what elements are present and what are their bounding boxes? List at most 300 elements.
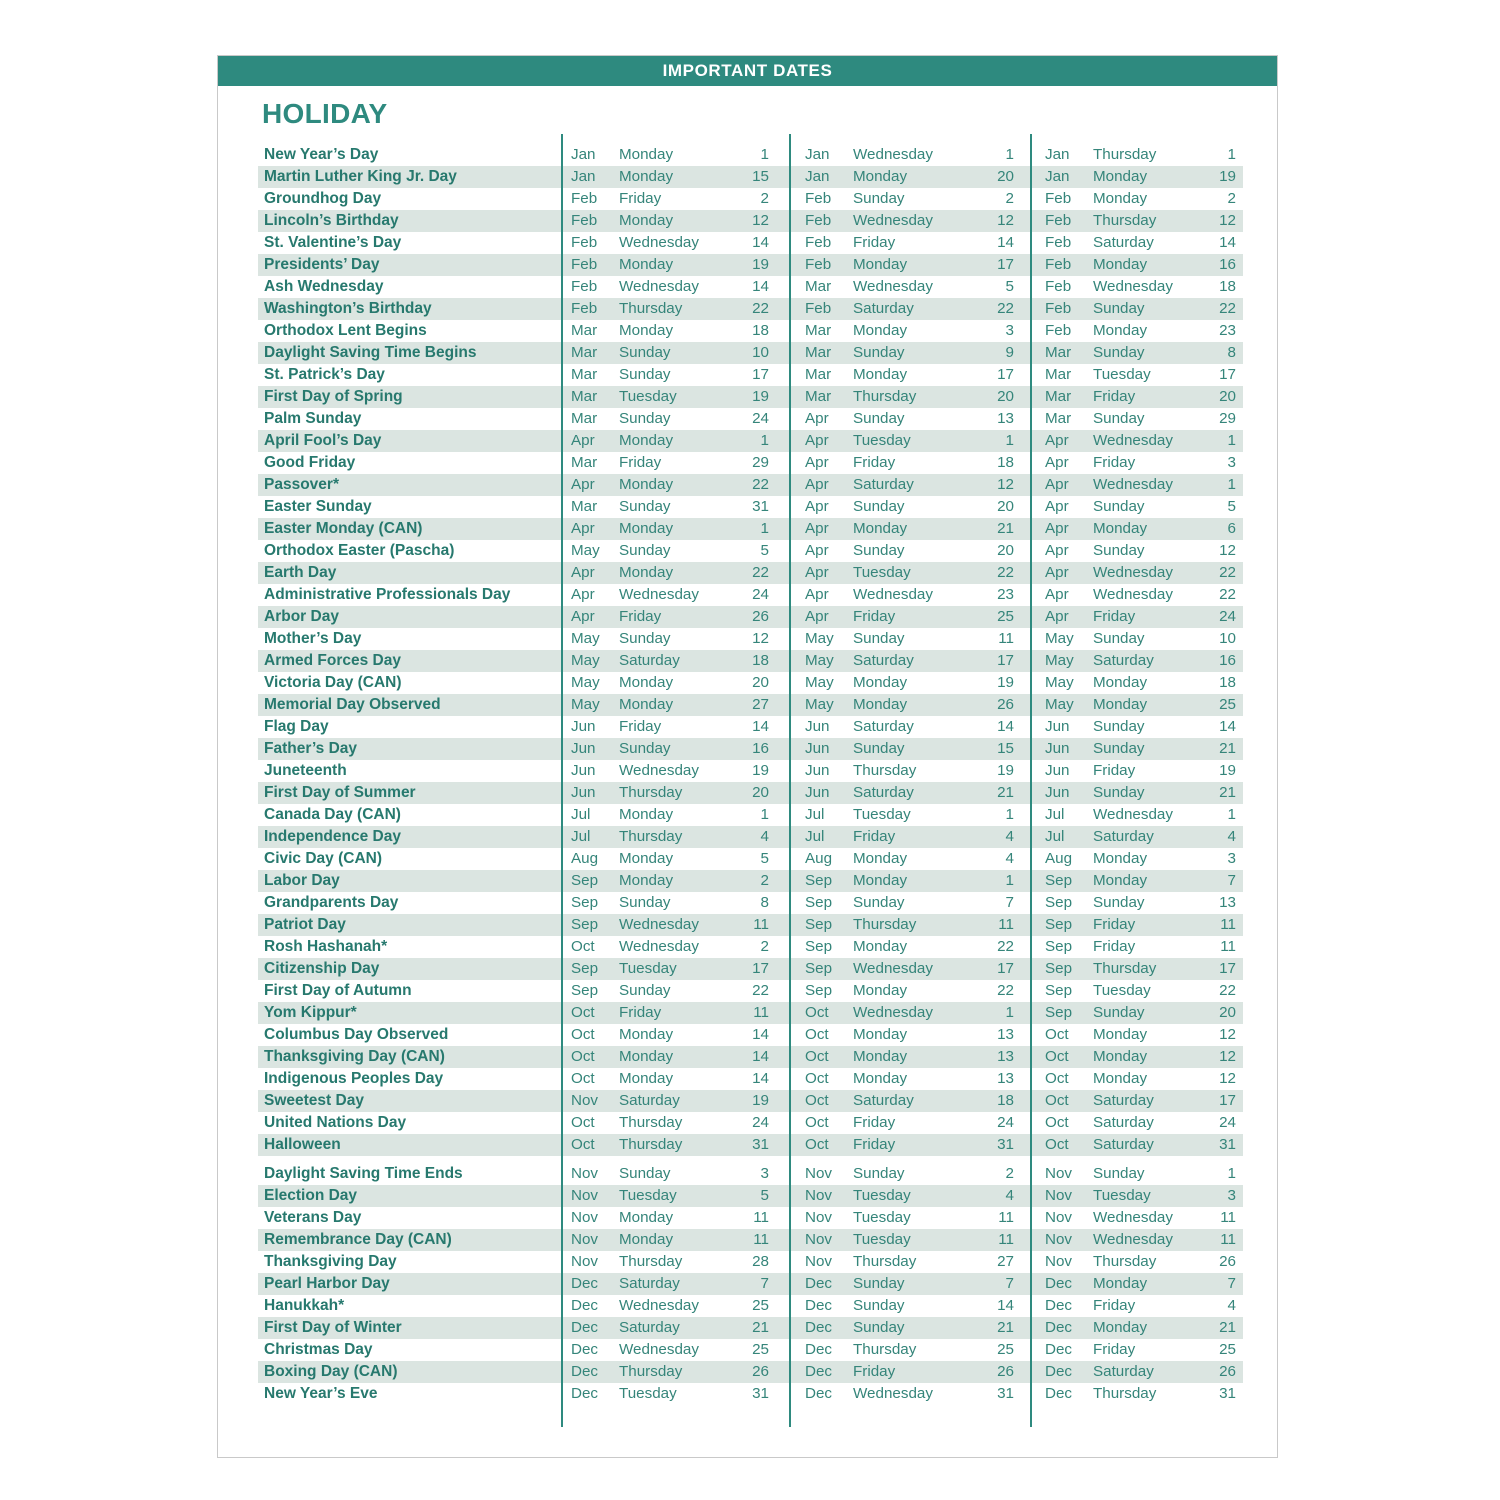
year-group-2	[789, 584, 1030, 606]
date-cell: 11	[1220, 1209, 1236, 1226]
date-cell: 18	[997, 1092, 1014, 1109]
holiday-table	[258, 144, 1243, 1405]
holiday-name: Lincoln’s Birthday	[264, 212, 399, 229]
weekday-cell: Thursday	[619, 1253, 683, 1270]
date-cell: 11	[753, 916, 769, 933]
date-cell: 12	[1219, 542, 1236, 559]
month-cell: Oct	[805, 1070, 829, 1087]
year-group-2	[789, 1112, 1030, 1134]
year-group-2	[789, 892, 1030, 914]
year-group-1	[561, 1229, 789, 1251]
year-group-3	[1030, 716, 1243, 738]
date-cell: 23	[997, 586, 1014, 603]
date-cell: 17	[997, 652, 1014, 669]
month-cell: Nov	[571, 1165, 599, 1182]
weekday-cell: Saturday	[853, 652, 914, 669]
month-cell: Oct	[1045, 1092, 1069, 1109]
date-cell: 25	[752, 1297, 769, 1314]
holiday-row	[258, 804, 1243, 826]
year-group-1	[561, 716, 789, 738]
date-cell: 11	[1220, 938, 1236, 955]
date-cell: 1	[1005, 872, 1014, 889]
date-cell: 17	[752, 366, 769, 383]
holiday-name: Martin Luther King Jr. Day	[264, 168, 457, 185]
date-cell: 12	[997, 212, 1014, 229]
year-group-3	[1030, 518, 1243, 540]
month-cell: Apr	[1045, 608, 1069, 625]
weekday-cell: Thursday	[853, 1253, 917, 1270]
holiday-row	[258, 364, 1243, 386]
date-cell: 16	[1219, 256, 1236, 273]
month-cell: Apr	[571, 586, 595, 603]
weekday-cell: Wednesday	[619, 1341, 699, 1358]
column-divider-1	[561, 134, 563, 1427]
year-group-3	[1030, 1383, 1243, 1405]
year-group-2	[789, 1251, 1030, 1273]
date-cell: 18	[1219, 278, 1236, 295]
holiday-name: Remembrance Day (CAN)	[264, 1231, 452, 1248]
weekday-cell: Thursday	[853, 1341, 917, 1358]
weekday-cell: Friday	[853, 454, 896, 471]
year-group-3	[1030, 584, 1243, 606]
year-group-1	[561, 210, 789, 232]
date-cell: 8	[1227, 344, 1236, 361]
month-cell: Mar	[571, 388, 598, 405]
date-cell: 12	[1219, 1026, 1236, 1043]
weekday-cell: Sunday	[619, 498, 671, 515]
holiday-name: Groundhog Day	[264, 190, 382, 207]
weekday-cell: Saturday	[619, 652, 680, 669]
weekday-cell: Friday	[1093, 1341, 1136, 1358]
weekday-cell: Sunday	[1093, 300, 1145, 317]
date-cell: 27	[752, 696, 769, 713]
holiday-row	[258, 540, 1243, 562]
year-group-1	[561, 650, 789, 672]
weekday-cell: Saturday	[619, 1319, 680, 1336]
date-cell: 25	[997, 608, 1014, 625]
holiday-row	[258, 1383, 1243, 1405]
year-group-2	[789, 672, 1030, 694]
year-group-3	[1030, 562, 1243, 584]
month-cell: Oct	[1045, 1026, 1069, 1043]
month-cell: Apr	[805, 608, 829, 625]
weekday-cell: Monday	[619, 1048, 674, 1065]
month-cell: Apr	[571, 564, 595, 581]
holiday-row	[258, 430, 1243, 452]
holiday-row	[258, 1134, 1243, 1156]
year-group-3	[1030, 760, 1243, 782]
month-cell: Apr	[1045, 432, 1069, 449]
date-cell: 7	[760, 1275, 769, 1292]
month-cell: Dec	[1045, 1363, 1073, 1380]
date-cell: 17	[997, 366, 1014, 383]
date-cell: 25	[752, 1341, 769, 1358]
date-cell: 7	[1227, 872, 1236, 889]
date-cell: 26	[997, 1363, 1014, 1380]
date-cell: 14	[752, 1026, 769, 1043]
date-cell: 31	[997, 1136, 1014, 1153]
year-group-1	[561, 320, 789, 342]
month-cell: Sep	[1045, 872, 1073, 889]
weekday-cell: Wednesday	[1093, 432, 1173, 449]
month-cell: Sep	[805, 872, 833, 889]
month-cell: Jan	[571, 146, 596, 163]
year-group-3	[1030, 276, 1243, 298]
year-group-2	[789, 628, 1030, 650]
year-group-1	[561, 364, 789, 386]
weekday-cell: Friday	[619, 718, 662, 735]
year-group-1	[561, 584, 789, 606]
date-cell: 2	[760, 190, 769, 207]
date-cell: 21	[997, 520, 1014, 537]
month-cell: Dec	[571, 1275, 599, 1292]
holiday-row	[258, 892, 1243, 914]
weekday-cell: Monday	[1093, 1070, 1148, 1087]
date-cell: 31	[997, 1385, 1014, 1402]
weekday-cell: Monday	[619, 146, 674, 163]
holiday-name: Yom Kippur*	[264, 1004, 357, 1021]
year-group-3	[1030, 936, 1243, 958]
holiday-row	[258, 496, 1243, 518]
year-group-3	[1030, 188, 1243, 210]
holiday-row	[258, 936, 1243, 958]
weekday-cell: Friday	[853, 234, 896, 251]
year-group-2	[789, 1383, 1030, 1405]
date-cell: 14	[752, 1048, 769, 1065]
holiday-name: Ash Wednesday	[264, 278, 384, 295]
year-group-2	[789, 1068, 1030, 1090]
year-group-3	[1030, 782, 1243, 804]
weekday-cell: Saturday	[1093, 1114, 1154, 1131]
holiday-name: First Day of Winter	[264, 1319, 402, 1336]
date-cell: 23	[1219, 322, 1236, 339]
weekday-cell: Friday	[1093, 608, 1136, 625]
holiday-name: St. Valentine’s Day	[264, 234, 402, 251]
date-cell: 29	[752, 454, 769, 471]
month-cell: Dec	[571, 1341, 599, 1358]
date-cell: 14	[752, 1070, 769, 1087]
month-cell: Jul	[571, 806, 591, 823]
year-group-2	[789, 496, 1030, 518]
date-cell: 29	[1219, 410, 1236, 427]
month-cell: Jun	[1045, 740, 1070, 757]
date-cell: 22	[997, 300, 1014, 317]
month-cell: Feb	[805, 212, 832, 229]
month-cell: Dec	[571, 1319, 599, 1336]
holiday-name: Orthodox Lent Begins	[264, 322, 427, 339]
year-group-3	[1030, 1229, 1243, 1251]
month-cell: Oct	[1045, 1114, 1069, 1131]
holiday-row	[258, 408, 1243, 430]
weekday-cell: Tuesday	[1093, 982, 1151, 999]
date-cell: 12	[1219, 1070, 1236, 1087]
holiday-name: Canada Day (CAN)	[264, 806, 401, 823]
month-cell: Mar	[571, 454, 598, 471]
date-cell: 22	[1219, 586, 1236, 603]
date-cell: 4	[760, 828, 769, 845]
weekday-cell: Wednesday	[853, 1385, 933, 1402]
year-group-1	[561, 254, 789, 276]
holiday-row	[258, 760, 1243, 782]
year-group-3	[1030, 232, 1243, 254]
year-group-3	[1030, 1251, 1243, 1273]
month-cell: Feb	[1045, 256, 1072, 273]
month-cell: Feb	[571, 212, 598, 229]
month-cell: Oct	[571, 1048, 595, 1065]
holiday-name: Memorial Day Observed	[264, 696, 441, 713]
weekday-cell: Friday	[853, 1363, 896, 1380]
weekday-cell: Saturday	[853, 476, 914, 493]
year-group-3	[1030, 408, 1243, 430]
date-cell: 5	[760, 1187, 769, 1204]
holiday-name: Indigenous Peoples Day	[264, 1070, 444, 1087]
month-cell: Dec	[805, 1363, 833, 1380]
weekday-cell: Wednesday	[1093, 1209, 1173, 1226]
holiday-row	[258, 1361, 1243, 1383]
weekday-cell: Sunday	[1093, 542, 1145, 559]
month-cell: Oct	[805, 1004, 829, 1021]
date-cell: 26	[752, 608, 769, 625]
month-cell: Feb	[805, 190, 832, 207]
year-group-1	[561, 826, 789, 848]
year-group-2	[789, 606, 1030, 628]
month-cell: Dec	[1045, 1297, 1073, 1314]
year-group-3	[1030, 672, 1243, 694]
year-group-2	[789, 1207, 1030, 1229]
date-cell: 14	[997, 1297, 1014, 1314]
year-group-3	[1030, 496, 1243, 518]
holiday-name: Armed Forces Day	[264, 652, 401, 669]
year-group-2	[789, 980, 1030, 1002]
weekday-cell: Wednesday	[1093, 476, 1173, 493]
month-cell: Oct	[571, 1114, 595, 1131]
holiday-row	[258, 1112, 1243, 1134]
holiday-name: Administrative Professionals Day	[264, 586, 511, 603]
month-cell: Feb	[571, 256, 598, 273]
weekday-cell: Tuesday	[853, 1231, 911, 1248]
year-group-3	[1030, 870, 1243, 892]
month-cell: Mar	[805, 344, 832, 361]
month-cell: Feb	[571, 300, 598, 317]
month-cell: Dec	[805, 1341, 833, 1358]
weekday-cell: Sunday	[853, 1165, 905, 1182]
year-group-2	[789, 298, 1030, 320]
date-cell: 31	[752, 1385, 769, 1402]
date-cell: 20	[997, 388, 1014, 405]
weekday-cell: Thursday	[619, 300, 683, 317]
weekday-cell: Wednesday	[1093, 1231, 1173, 1248]
month-cell: Apr	[571, 476, 595, 493]
year-group-1	[561, 232, 789, 254]
weekday-cell: Wednesday	[853, 1004, 933, 1021]
month-cell: Mar	[571, 410, 598, 427]
month-cell: Mar	[1045, 366, 1072, 383]
month-cell: Jan	[571, 168, 596, 185]
holiday-name: Columbus Day Observed	[264, 1026, 449, 1043]
date-cell: 18	[1219, 674, 1236, 691]
holiday-name: Labor Day	[264, 872, 340, 889]
holiday-name: Grandparents Day	[264, 894, 399, 911]
date-cell: 20	[1219, 1004, 1236, 1021]
holiday-row	[258, 782, 1243, 804]
weekday-cell: Saturday	[853, 718, 914, 735]
holiday-name: Patriot Day	[264, 916, 346, 933]
weekday-cell: Monday	[619, 806, 674, 823]
year-group-1	[561, 562, 789, 584]
year-group-2	[789, 1361, 1030, 1383]
year-group-2	[789, 232, 1030, 254]
date-cell: 11	[1220, 916, 1236, 933]
weekday-cell: Tuesday	[1093, 1187, 1151, 1204]
date-cell: 1	[1227, 806, 1236, 823]
date-cell: 21	[1219, 1319, 1236, 1336]
year-group-3	[1030, 848, 1243, 870]
weekday-cell: Sunday	[853, 1319, 905, 1336]
month-cell: Jun	[805, 784, 830, 801]
year-group-3	[1030, 1163, 1243, 1185]
year-group-1	[561, 958, 789, 980]
year-group-3	[1030, 474, 1243, 496]
month-cell: May	[571, 696, 600, 713]
weekday-cell: Friday	[1093, 938, 1136, 955]
date-cell: 24	[1219, 608, 1236, 625]
date-cell: 28	[752, 1253, 769, 1270]
year-group-3	[1030, 738, 1243, 760]
weekday-cell: Thursday	[853, 388, 917, 405]
holiday-row	[258, 1339, 1243, 1361]
month-cell: Mar	[1045, 344, 1072, 361]
month-cell: Nov	[805, 1231, 833, 1248]
month-cell: Sep	[805, 894, 833, 911]
month-cell: Sep	[805, 938, 833, 955]
date-cell: 25	[997, 1341, 1014, 1358]
month-cell: May	[805, 696, 834, 713]
year-group-3	[1030, 540, 1243, 562]
month-cell: Apr	[1045, 454, 1069, 471]
weekday-cell: Monday	[1093, 674, 1148, 691]
holiday-row	[258, 1163, 1243, 1185]
holiday-row	[258, 650, 1243, 672]
weekday-cell: Monday	[619, 212, 674, 229]
date-cell: 13	[1219, 894, 1236, 911]
holiday-name: Thanksgiving Day (CAN)	[264, 1048, 445, 1065]
month-cell: Apr	[805, 498, 829, 515]
month-cell: Oct	[805, 1026, 829, 1043]
year-group-2	[789, 958, 1030, 980]
holiday-row	[258, 848, 1243, 870]
date-cell: 12	[752, 212, 769, 229]
weekday-cell: Sunday	[1093, 784, 1145, 801]
holiday-name: Earth Day	[264, 564, 337, 581]
holiday-row	[258, 694, 1243, 716]
month-cell: Apr	[805, 542, 829, 559]
year-group-3	[1030, 1361, 1243, 1383]
year-group-2	[789, 826, 1030, 848]
weekday-cell: Monday	[853, 520, 908, 537]
weekday-cell: Wednesday	[619, 234, 699, 251]
date-cell: 26	[752, 1363, 769, 1380]
month-cell: Feb	[1045, 300, 1072, 317]
year-group-1	[561, 518, 789, 540]
holiday-row	[258, 188, 1243, 210]
year-group-1	[561, 452, 789, 474]
year-group-3	[1030, 826, 1243, 848]
year-group-2	[789, 1295, 1030, 1317]
year-group-2	[789, 562, 1030, 584]
date-cell: 22	[997, 982, 1014, 999]
year-group-3	[1030, 364, 1243, 386]
month-cell: Mar	[1045, 410, 1072, 427]
date-cell: 1	[1005, 806, 1014, 823]
year-group-2	[789, 914, 1030, 936]
year-group-2	[789, 650, 1030, 672]
date-cell: 6	[1227, 520, 1236, 537]
month-cell: Apr	[805, 476, 829, 493]
weekday-cell: Sunday	[619, 344, 671, 361]
holiday-name: Halloween	[264, 1136, 341, 1153]
date-cell: 19	[752, 762, 769, 779]
holiday-name: Father’s Day	[264, 740, 358, 757]
holiday-row	[258, 738, 1243, 760]
year-group-2	[789, 1090, 1030, 1112]
holiday-row	[258, 1317, 1243, 1339]
year-group-3	[1030, 144, 1243, 166]
date-cell: 14	[997, 718, 1014, 735]
month-cell: Apr	[1045, 476, 1069, 493]
date-cell: 1	[1227, 432, 1236, 449]
date-cell: 19	[752, 1092, 769, 1109]
holiday-name: Victoria Day (CAN)	[264, 674, 402, 691]
holiday-name: Daylight Saving Time Ends	[264, 1165, 463, 1182]
date-cell: 13	[997, 1026, 1014, 1043]
weekday-cell: Monday	[619, 1231, 674, 1248]
date-cell: 4	[1005, 828, 1014, 845]
month-cell: Apr	[805, 454, 829, 471]
year-group-2	[789, 1002, 1030, 1024]
weekday-cell: Sunday	[853, 498, 905, 515]
date-cell: 3	[1227, 1187, 1236, 1204]
weekday-cell: Thursday	[853, 762, 917, 779]
date-cell: 11	[753, 1209, 769, 1226]
weekday-cell: Tuesday	[853, 564, 911, 581]
weekday-cell: Tuesday	[853, 1187, 911, 1204]
month-cell: Feb	[571, 190, 598, 207]
weekday-cell: Sunday	[619, 366, 671, 383]
weekday-cell: Monday	[853, 696, 908, 713]
year-group-1	[561, 738, 789, 760]
year-group-2	[789, 1046, 1030, 1068]
date-cell: 22	[1219, 564, 1236, 581]
weekday-cell: Wednesday	[619, 278, 699, 295]
year-group-1	[561, 298, 789, 320]
weekday-cell: Sunday	[1093, 344, 1145, 361]
weekday-cell: Sunday	[1093, 410, 1145, 427]
year-group-3	[1030, 1273, 1243, 1295]
weekday-cell: Monday	[853, 872, 908, 889]
holiday-row	[258, 298, 1243, 320]
holiday-row	[258, 1046, 1243, 1068]
weekday-cell: Monday	[619, 850, 674, 867]
date-cell: 12	[752, 630, 769, 647]
holiday-name: Daylight Saving Time Begins	[264, 344, 477, 361]
holiday-name: United Nations Day	[264, 1114, 407, 1131]
weekday-cell: Sunday	[1093, 718, 1145, 735]
month-cell: Dec	[1045, 1385, 1073, 1402]
year-group-2	[789, 848, 1030, 870]
month-cell: Oct	[571, 1026, 595, 1043]
weekday-cell: Saturday	[853, 784, 914, 801]
month-cell: Dec	[571, 1363, 599, 1380]
